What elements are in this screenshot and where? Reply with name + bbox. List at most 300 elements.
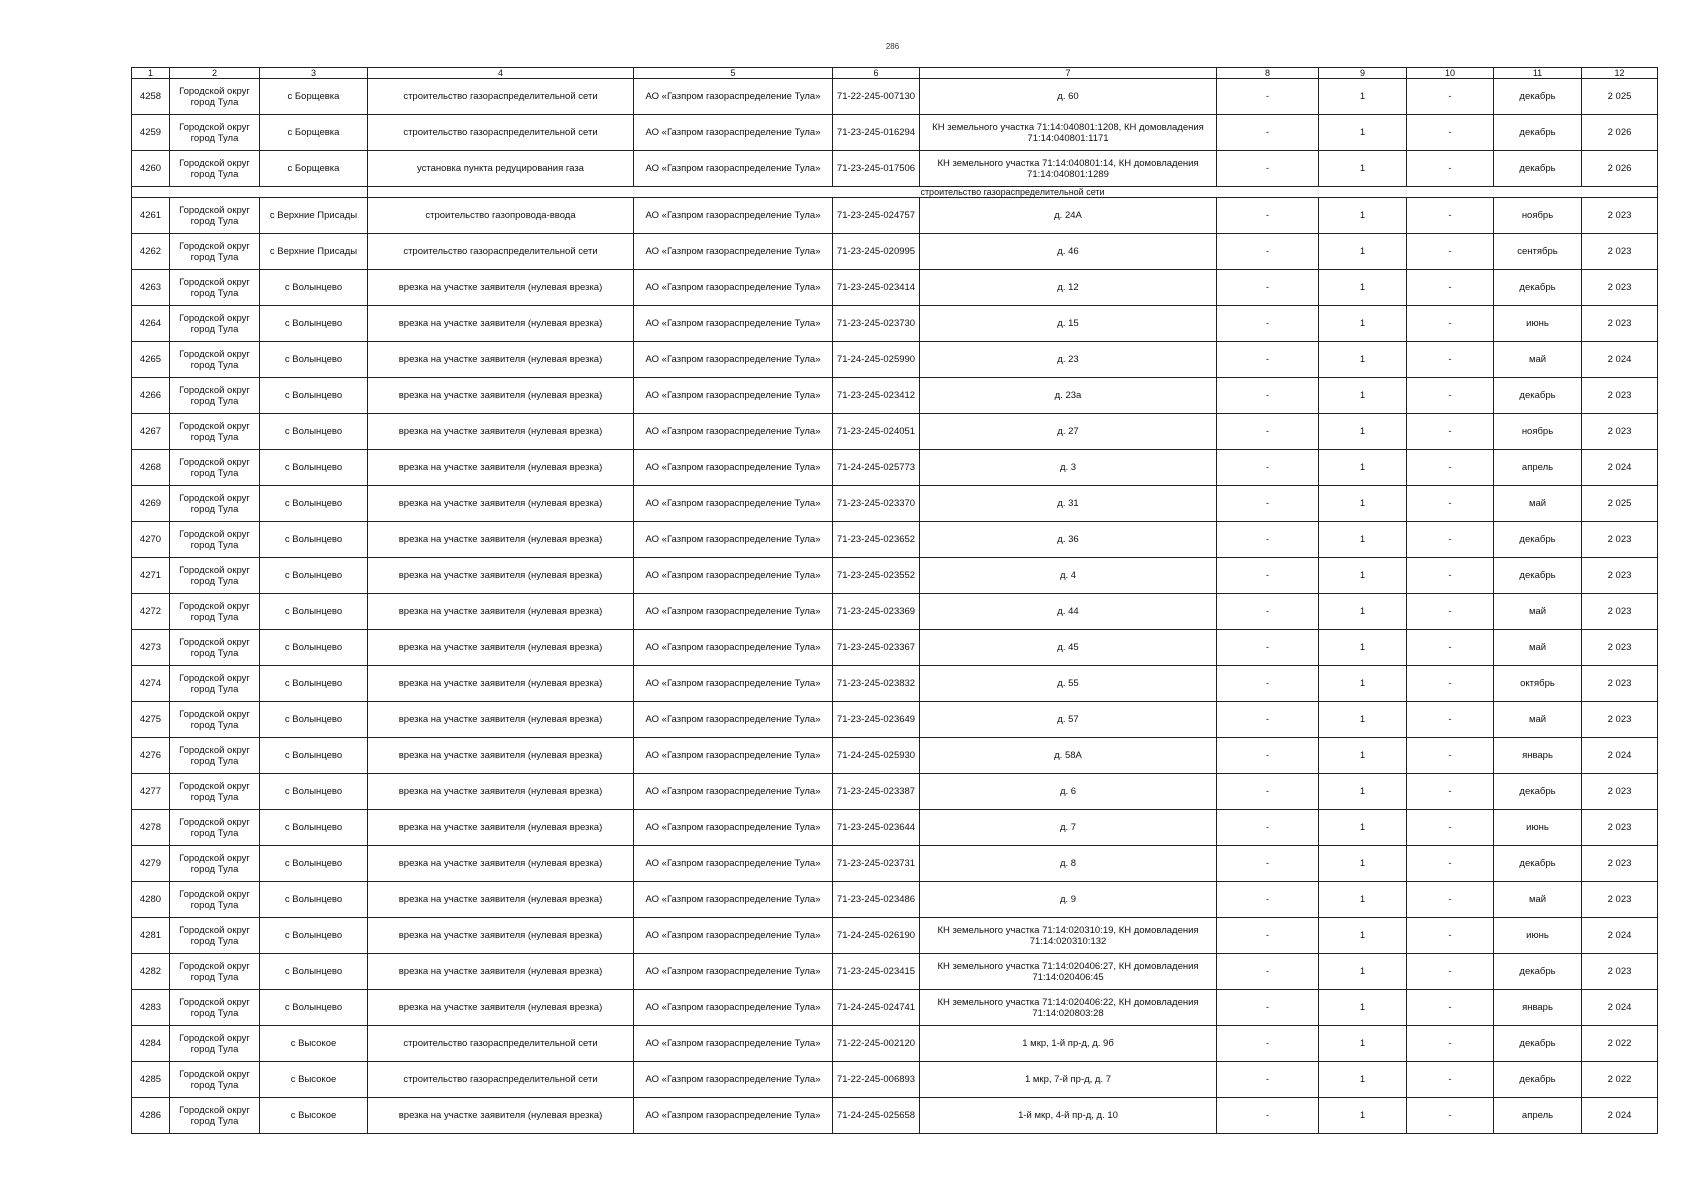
column-8-cell: - — [1217, 990, 1319, 1026]
row-number-cell: 4278 — [132, 810, 170, 846]
page-number: 286 — [885, 42, 900, 51]
year-cell: 2 024 — [1582, 918, 1658, 954]
year-cell: 2 026 — [1582, 115, 1658, 151]
column-header: 2 — [170, 68, 260, 79]
address-cell: д. 24А — [920, 198, 1217, 234]
quantity-cell: 1 — [1319, 918, 1407, 954]
district-cell: Городской округ город Тула — [170, 79, 260, 115]
column-header: 1 — [132, 68, 170, 79]
column-8-cell: - — [1217, 151, 1319, 187]
column-8-cell: - — [1217, 198, 1319, 234]
column-10-cell: - — [1407, 450, 1494, 486]
application-number-cell: 71-23-245-023415 — [833, 954, 920, 990]
year-cell: 2 023 — [1582, 666, 1658, 702]
settlement-cell: с Волынцево — [260, 594, 368, 630]
settlement-cell: с Волынцево — [260, 954, 368, 990]
column-header: 9 — [1319, 68, 1407, 79]
address-cell: д. 36 — [920, 522, 1217, 558]
column-8-cell: - — [1217, 378, 1319, 414]
column-10-cell: - — [1407, 738, 1494, 774]
column-10-cell: - — [1407, 306, 1494, 342]
month-cell: сентябрь — [1494, 234, 1582, 270]
table-row — [132, 630, 1658, 666]
quantity-cell: 1 — [1319, 630, 1407, 666]
column-header: 11 — [1494, 68, 1582, 79]
organization-cell: АО «Газпром газораспределение Тула» — [634, 918, 833, 954]
organization-cell: АО «Газпром газораспределение Тула» — [634, 954, 833, 990]
month-cell: май — [1494, 882, 1582, 918]
work-type-cell: строительство газопровода-ввода — [368, 198, 634, 234]
row-number-cell: 4265 — [132, 342, 170, 378]
row-number-cell: 4258 — [132, 79, 170, 115]
quantity-cell: 1 — [1319, 151, 1407, 187]
address-cell: КН земельного участка 71:14:020406:22, КН домовладения 71:14:020803:28 — [920, 990, 1217, 1026]
application-number-cell: 71-23-245-023414 — [833, 270, 920, 306]
column-10-cell: - — [1407, 79, 1494, 115]
column-10-cell: - — [1407, 378, 1494, 414]
application-number-cell: 71-22-245-007130 — [833, 79, 920, 115]
table-row — [132, 378, 1658, 414]
address-cell: д. 23 — [920, 342, 1217, 378]
organization-cell: АО «Газпром газораспределение Тула» — [634, 151, 833, 187]
year-cell: 2 023 — [1582, 198, 1658, 234]
address-cell: д. 31 — [920, 486, 1217, 522]
section-blank-cell — [132, 187, 368, 198]
row-number-cell: 4286 — [132, 1098, 170, 1134]
application-number-cell: 71-23-245-023367 — [833, 630, 920, 666]
organization-cell: АО «Газпром газораспределение Тула» — [634, 1062, 833, 1098]
settlement-cell: с Высокое — [260, 1098, 368, 1134]
organization-cell: АО «Газпром газораспределение Тула» — [634, 486, 833, 522]
row-number-cell: 4263 — [132, 270, 170, 306]
work-type-cell: врезка на участке заявителя (нулевая врезка) — [368, 306, 634, 342]
quantity-cell: 1 — [1319, 378, 1407, 414]
column-8-cell: - — [1217, 630, 1319, 666]
table-row — [132, 558, 1658, 594]
address-cell: д. 57 — [920, 702, 1217, 738]
settlement-cell: с Волынцево — [260, 414, 368, 450]
quantity-cell: 1 — [1319, 810, 1407, 846]
organization-cell: АО «Газпром газораспределение Тула» — [634, 846, 833, 882]
organization-cell: АО «Газпром газораспределение Тула» — [634, 702, 833, 738]
column-10-cell: - — [1407, 846, 1494, 882]
column-10-cell: - — [1407, 522, 1494, 558]
district-cell: Городской округ город Тула — [170, 414, 260, 450]
address-cell: д. 3 — [920, 450, 1217, 486]
work-type-cell: установка пункта редуцирования газа — [368, 151, 634, 187]
application-number-cell: 71-23-245-023730 — [833, 306, 920, 342]
month-cell: декабрь — [1494, 846, 1582, 882]
quantity-cell: 1 — [1319, 342, 1407, 378]
address-cell: д. 44 — [920, 594, 1217, 630]
month-cell: май — [1494, 702, 1582, 738]
column-10-cell: - — [1407, 151, 1494, 187]
work-type-cell: врезка на участке заявителя (нулевая врезка) — [368, 774, 634, 810]
month-cell: декабрь — [1494, 1062, 1582, 1098]
application-number-cell: 71-23-245-023369 — [833, 594, 920, 630]
settlement-cell: с Волынцево — [260, 342, 368, 378]
address-cell: д. 6 — [920, 774, 1217, 810]
year-cell: 2 024 — [1582, 990, 1658, 1026]
table-row — [132, 270, 1658, 306]
settlement-cell: с Волынцево — [260, 558, 368, 594]
column-10-cell: - — [1407, 414, 1494, 450]
month-cell: май — [1494, 342, 1582, 378]
address-cell: 1 мкр, 7-й пр-д, д. 7 — [920, 1062, 1217, 1098]
year-cell: 2 023 — [1582, 810, 1658, 846]
address-cell: д. 46 — [920, 234, 1217, 270]
column-8-cell: - — [1217, 918, 1319, 954]
row-number-cell: 4273 — [132, 630, 170, 666]
address-cell: КН земельного участка 71:14:020310:19, КН домовладения 71:14:020310:132 — [920, 918, 1217, 954]
quantity-cell: 1 — [1319, 990, 1407, 1026]
work-type-cell: врезка на участке заявителя (нулевая врезка) — [368, 342, 634, 378]
column-8-cell: - — [1217, 306, 1319, 342]
settlement-cell: с Волынцево — [260, 306, 368, 342]
table-row — [132, 115, 1658, 151]
address-cell: д. 23а — [920, 378, 1217, 414]
settlement-cell: с Волынцево — [260, 882, 368, 918]
year-cell: 2 023 — [1582, 270, 1658, 306]
row-number-cell: 4284 — [132, 1026, 170, 1062]
year-cell: 2 024 — [1582, 342, 1658, 378]
address-cell: 1 мкр, 1-й пр-д, д. 9б — [920, 1026, 1217, 1062]
organization-cell: АО «Газпром газораспределение Тула» — [634, 79, 833, 115]
district-cell: Городской округ город Тула — [170, 630, 260, 666]
table-row — [132, 522, 1658, 558]
organization-cell: АО «Газпром газораспределение Тула» — [634, 990, 833, 1026]
organization-cell: АО «Газпром газораспределение Тула» — [634, 115, 833, 151]
month-cell: декабрь — [1494, 115, 1582, 151]
table-row — [132, 151, 1658, 187]
table-row — [132, 198, 1658, 234]
district-cell: Городской округ город Тула — [170, 666, 260, 702]
column-8-cell: - — [1217, 882, 1319, 918]
table-row — [132, 306, 1658, 342]
table-row — [132, 594, 1658, 630]
application-number-cell: 71-24-245-025990 — [833, 342, 920, 378]
work-type-cell: строительство газораспределительной сети — [368, 1062, 634, 1098]
work-type-cell: врезка на участке заявителя (нулевая врезка) — [368, 918, 634, 954]
work-type-cell: врезка на участке заявителя (нулевая врезка) — [368, 486, 634, 522]
row-number-cell: 4268 — [132, 450, 170, 486]
address-cell: КН земельного участка 71:14:040801:1208, КН домовладения 71:14:040801:1171 — [920, 115, 1217, 151]
table-body — [132, 68, 1658, 1134]
settlement-cell: с Борщевка — [260, 79, 368, 115]
work-type-cell: врезка на участке заявителя (нулевая врезка) — [368, 990, 634, 1026]
settlement-cell: с Волынцево — [260, 630, 368, 666]
organization-cell: АО «Газпром газораспределение Тула» — [634, 450, 833, 486]
column-10-cell: - — [1407, 1062, 1494, 1098]
organization-cell: АО «Газпром газораспределение Тула» — [634, 666, 833, 702]
year-cell: 2 023 — [1582, 414, 1658, 450]
work-type-cell: врезка на участке заявителя (нулевая врезка) — [368, 270, 634, 306]
settlement-cell: с Волынцево — [260, 666, 368, 702]
work-type-cell: врезка на участке заявителя (нулевая врезка) — [368, 846, 634, 882]
settlement-cell: с Борщевка — [260, 151, 368, 187]
column-8-cell: - — [1217, 234, 1319, 270]
organization-cell: АО «Газпром газораспределение Тула» — [634, 234, 833, 270]
year-cell: 2 024 — [1582, 450, 1658, 486]
work-type-cell: строительство газораспределительной сети — [368, 1026, 634, 1062]
district-cell: Городской округ город Тула — [170, 954, 260, 990]
quantity-cell: 1 — [1319, 702, 1407, 738]
column-10-cell: - — [1407, 486, 1494, 522]
quantity-cell: 1 — [1319, 414, 1407, 450]
row-number-cell: 4271 — [132, 558, 170, 594]
district-cell: Городской округ город Тула — [170, 558, 260, 594]
quantity-cell: 1 — [1319, 234, 1407, 270]
address-cell: д. 12 — [920, 270, 1217, 306]
quantity-cell: 1 — [1319, 666, 1407, 702]
column-8-cell: - — [1217, 414, 1319, 450]
work-type-cell: врезка на участке заявителя (нулевая врезка) — [368, 414, 634, 450]
organization-cell: АО «Газпром газораспределение Тула» — [634, 306, 833, 342]
year-cell: 2 025 — [1582, 79, 1658, 115]
month-cell: июнь — [1494, 918, 1582, 954]
column-8-cell: - — [1217, 810, 1319, 846]
settlement-cell: с Волынцево — [260, 378, 368, 414]
month-cell: декабрь — [1494, 378, 1582, 414]
district-cell: Городской округ город Тула — [170, 522, 260, 558]
month-cell: январь — [1494, 990, 1582, 1026]
quantity-cell: 1 — [1319, 954, 1407, 990]
month-cell: май — [1494, 486, 1582, 522]
column-8-cell: - — [1217, 846, 1319, 882]
district-cell: Городской округ город Тула — [170, 378, 260, 414]
address-cell: д. 27 — [920, 414, 1217, 450]
district-cell: Городской округ город Тула — [170, 846, 260, 882]
application-number-cell: 71-24-245-024741 — [833, 990, 920, 1026]
column-8-cell: - — [1217, 558, 1319, 594]
district-cell: Городской округ город Тула — [170, 115, 260, 151]
column-10-cell: - — [1407, 774, 1494, 810]
settlement-cell: с Волынцево — [260, 522, 368, 558]
table-row — [132, 882, 1658, 918]
row-number-cell: 4276 — [132, 738, 170, 774]
application-number-cell: 71-23-245-017506 — [833, 151, 920, 187]
quantity-cell: 1 — [1319, 522, 1407, 558]
column-10-cell: - — [1407, 630, 1494, 666]
application-number-cell: 71-23-245-016294 — [833, 115, 920, 151]
table-row — [132, 450, 1658, 486]
row-number-cell: 4264 — [132, 306, 170, 342]
address-cell: д. 15 — [920, 306, 1217, 342]
quantity-cell: 1 — [1319, 1026, 1407, 1062]
organization-cell: АО «Газпром газораспределение Тула» — [634, 738, 833, 774]
table-row — [132, 918, 1658, 954]
table-row — [132, 234, 1658, 270]
organization-cell: АО «Газпром газораспределение Тула» — [634, 414, 833, 450]
month-cell: ноябрь — [1494, 414, 1582, 450]
table-row — [132, 79, 1658, 115]
table-row — [132, 486, 1658, 522]
row-number-cell: 4261 — [132, 198, 170, 234]
column-10-cell: - — [1407, 918, 1494, 954]
quantity-cell: 1 — [1319, 594, 1407, 630]
organization-cell: АО «Газпром газораспределение Тула» — [634, 198, 833, 234]
section-separator-row — [132, 187, 1658, 198]
application-number-cell: 71-24-245-026190 — [833, 918, 920, 954]
work-type-cell: строительство газораспределительной сети — [368, 115, 634, 151]
work-type-cell: врезка на участке заявителя (нулевая врезка) — [368, 558, 634, 594]
application-number-cell: 71-23-245-024757 — [833, 198, 920, 234]
column-10-cell: - — [1407, 810, 1494, 846]
column-8-cell: - — [1217, 342, 1319, 378]
table-row — [132, 702, 1658, 738]
year-cell: 2 023 — [1582, 630, 1658, 666]
application-number-cell: 71-23-245-023486 — [833, 882, 920, 918]
column-8-cell: - — [1217, 666, 1319, 702]
work-type-cell: строительство газораспределительной сети — [368, 79, 634, 115]
column-header: 7 — [920, 68, 1217, 79]
month-cell: апрель — [1494, 450, 1582, 486]
address-cell: д. 8 — [920, 846, 1217, 882]
organization-cell: АО «Газпром газораспределение Тула» — [634, 774, 833, 810]
address-cell: 1-й мкр, 4-й пр-д, д. 10 — [920, 1098, 1217, 1134]
application-number-cell: 71-23-245-023387 — [833, 774, 920, 810]
settlement-cell: с Борщевка — [260, 115, 368, 151]
quantity-cell: 1 — [1319, 738, 1407, 774]
organization-cell: АО «Газпром газораспределение Тула» — [634, 558, 833, 594]
month-cell: декабрь — [1494, 954, 1582, 990]
column-8-cell: - — [1217, 954, 1319, 990]
month-cell: апрель — [1494, 1098, 1582, 1134]
column-10-cell: - — [1407, 1098, 1494, 1134]
quantity-cell: 1 — [1319, 306, 1407, 342]
district-cell: Городской округ город Тула — [170, 270, 260, 306]
organization-cell: АО «Газпром газораспределение Тула» — [634, 810, 833, 846]
row-number-cell: 4269 — [132, 486, 170, 522]
district-cell: Городской округ город Тула — [170, 306, 260, 342]
row-number-cell: 4285 — [132, 1062, 170, 1098]
work-type-cell: врезка на участке заявителя (нулевая врезка) — [368, 1098, 634, 1134]
quantity-cell: 1 — [1319, 486, 1407, 522]
month-cell: декабрь — [1494, 270, 1582, 306]
column-10-cell: - — [1407, 558, 1494, 594]
year-cell: 2 026 — [1582, 151, 1658, 187]
table-row — [132, 1098, 1658, 1134]
month-cell: май — [1494, 594, 1582, 630]
row-number-cell: 4266 — [132, 378, 170, 414]
table-row — [132, 990, 1658, 1026]
work-type-cell: строительство газораспределительной сети — [368, 234, 634, 270]
column-10-cell: - — [1407, 270, 1494, 306]
year-cell: 2 023 — [1582, 702, 1658, 738]
application-number-cell: 71-23-245-024051 — [833, 414, 920, 450]
row-number-cell: 4274 — [132, 666, 170, 702]
settlement-cell: с Волынцево — [260, 270, 368, 306]
year-cell: 2 023 — [1582, 846, 1658, 882]
table-row — [132, 738, 1658, 774]
application-number-cell: 71-23-245-023731 — [833, 846, 920, 882]
district-cell: Городской округ город Тула — [170, 738, 260, 774]
quantity-cell: 1 — [1319, 1062, 1407, 1098]
settlement-cell: с Верхние Присады — [260, 198, 368, 234]
month-cell: ноябрь — [1494, 198, 1582, 234]
work-type-cell: врезка на участке заявителя (нулевая врезка) — [368, 738, 634, 774]
work-type-cell: врезка на участке заявителя (нулевая врезка) — [368, 450, 634, 486]
application-number-cell: 71-23-245-023552 — [833, 558, 920, 594]
district-cell: Городской округ город Тула — [170, 702, 260, 738]
organization-cell: АО «Газпром газораспределение Тула» — [634, 1026, 833, 1062]
row-number-cell: 4277 — [132, 774, 170, 810]
application-number-cell: 71-24-245-025773 — [833, 450, 920, 486]
column-8-cell: - — [1217, 1026, 1319, 1062]
settlement-cell: с Верхние Присады — [260, 234, 368, 270]
table-row — [132, 810, 1658, 846]
column-10-cell: - — [1407, 954, 1494, 990]
application-number-cell: 71-22-245-006893 — [833, 1062, 920, 1098]
quantity-cell: 1 — [1319, 846, 1407, 882]
district-cell: Городской округ город Тула — [170, 594, 260, 630]
application-number-cell: 71-23-245-020995 — [833, 234, 920, 270]
column-8-cell: - — [1217, 522, 1319, 558]
column-10-cell: - — [1407, 882, 1494, 918]
table-row — [132, 1026, 1658, 1062]
application-number-cell: 71-22-245-002120 — [833, 1026, 920, 1062]
column-8-cell: - — [1217, 1062, 1319, 1098]
column-10-cell: - — [1407, 990, 1494, 1026]
year-cell: 2 023 — [1582, 522, 1658, 558]
year-cell: 2 024 — [1582, 1098, 1658, 1134]
section-title: строительство газораспределительной сети — [368, 187, 1658, 198]
application-number-cell: 71-24-245-025930 — [833, 738, 920, 774]
table-row — [132, 342, 1658, 378]
quantity-cell: 1 — [1319, 79, 1407, 115]
address-cell: д. 7 — [920, 810, 1217, 846]
table-row — [132, 954, 1658, 990]
column-10-cell: - — [1407, 594, 1494, 630]
column-10-cell: - — [1407, 1026, 1494, 1062]
column-header: 4 — [368, 68, 634, 79]
organization-cell: АО «Газпром газораспределение Тула» — [634, 594, 833, 630]
table-row — [132, 414, 1658, 450]
column-10-cell: - — [1407, 198, 1494, 234]
year-cell: 2 023 — [1582, 558, 1658, 594]
month-cell: декабрь — [1494, 522, 1582, 558]
month-cell: июнь — [1494, 810, 1582, 846]
organization-cell: АО «Газпром газораспределение Тула» — [634, 378, 833, 414]
row-number-cell: 4283 — [132, 990, 170, 1026]
district-cell: Городской округ город Тула — [170, 198, 260, 234]
column-10-cell: - — [1407, 702, 1494, 738]
district-cell: Городской округ город Тула — [170, 151, 260, 187]
year-cell: 2 023 — [1582, 378, 1658, 414]
settlement-cell: с Волынцево — [260, 846, 368, 882]
district-cell: Городской округ город Тула — [170, 1026, 260, 1062]
month-cell: декабрь — [1494, 1026, 1582, 1062]
column-8-cell: - — [1217, 450, 1319, 486]
column-8-cell: - — [1217, 270, 1319, 306]
address-cell: д. 45 — [920, 630, 1217, 666]
address-cell: д. 58А — [920, 738, 1217, 774]
quantity-cell: 1 — [1319, 882, 1407, 918]
year-cell: 2 024 — [1582, 738, 1658, 774]
column-8-cell: - — [1217, 486, 1319, 522]
work-type-cell: врезка на участке заявителя (нулевая врезка) — [368, 630, 634, 666]
settlement-cell: с Высокое — [260, 1062, 368, 1098]
district-cell: Городской округ город Тула — [170, 234, 260, 270]
month-cell: декабрь — [1494, 151, 1582, 187]
address-cell: д. 60 — [920, 79, 1217, 115]
year-cell: 2 023 — [1582, 882, 1658, 918]
organization-cell: АО «Газпром газораспределение Тула» — [634, 882, 833, 918]
work-type-cell: врезка на участке заявителя (нулевая врезка) — [368, 810, 634, 846]
settlement-cell: с Волынцево — [260, 990, 368, 1026]
column-header: 8 — [1217, 68, 1319, 79]
settlement-cell: с Высокое — [260, 1026, 368, 1062]
